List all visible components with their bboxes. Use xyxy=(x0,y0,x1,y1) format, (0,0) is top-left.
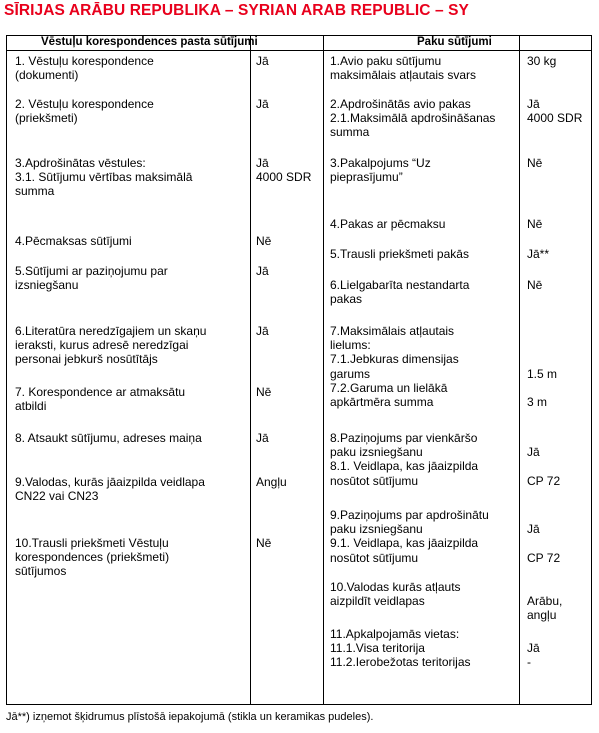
right-row-6-value xyxy=(527,278,542,292)
label-line: pakas xyxy=(330,292,363,307)
label-line: aizpildīt veidlapas xyxy=(330,594,425,609)
left-column-header: Vēstuļu korespondences pasta sūtījumi xyxy=(41,36,258,48)
value-line: Nē xyxy=(527,278,543,292)
value-line: Jā xyxy=(527,97,540,111)
left-row-4-value xyxy=(256,234,271,248)
value-line xyxy=(527,508,560,522)
left-row-6-value xyxy=(256,324,269,338)
value-line: 1.5 m xyxy=(527,366,558,381)
label-line: 10.Valodas kurās atļauts xyxy=(330,580,461,594)
value-line xyxy=(527,381,557,395)
label-line: apkārtmēra summa xyxy=(330,395,434,410)
page-title: SĪRIJAS ARĀBU REPUBLIKA – SYRIAN ARAB REPUBLIC – SY xyxy=(4,2,469,19)
right-row-8-value xyxy=(527,431,560,488)
left-row-3-value xyxy=(256,156,311,184)
left-row-5-value xyxy=(256,264,269,278)
right-row-5-value xyxy=(527,247,549,261)
label-line: 3.1. Sūtījumu vērtības maksimālā xyxy=(15,170,193,185)
right-row-7-value xyxy=(527,324,557,409)
left-row-10-label xyxy=(15,536,169,579)
left-row-10-value xyxy=(256,536,271,550)
value-line: Nē xyxy=(527,217,543,231)
right-row-1-value xyxy=(527,54,556,68)
right-row-10-label xyxy=(330,580,461,608)
label-line: 11.1.Visa teritorija xyxy=(330,641,425,656)
left-row-4-label xyxy=(15,234,132,248)
left-row-9-label xyxy=(15,475,205,503)
value-line: Jā xyxy=(256,431,269,445)
value-line xyxy=(527,580,562,594)
right-row-1-label xyxy=(330,54,476,82)
label-line: 1. Vēstuļu korespondence xyxy=(15,54,154,68)
left-row-2-label xyxy=(15,97,154,125)
value-line: CP 72 xyxy=(527,550,561,565)
value-line: Jā xyxy=(256,156,269,170)
right-row-3-value xyxy=(527,156,542,170)
label-line: 11.2.Ierobežotas teritorijas xyxy=(330,655,471,670)
left-row-8-label xyxy=(15,431,202,445)
right-row-9-value xyxy=(527,508,560,565)
regulations-table xyxy=(6,35,592,705)
value-line: 4000 SDR xyxy=(527,111,583,126)
left-row-5-label xyxy=(15,264,168,292)
value-line: Nē xyxy=(256,536,272,550)
right-row-5-label xyxy=(330,247,469,261)
label-line: lielums: xyxy=(330,338,371,353)
label-line: 6.Lielgabarīta nestandarta xyxy=(330,278,470,292)
label-line: 2.1.Maksimālā apdrošināšanas xyxy=(330,111,496,126)
label-line: 5.Trausli priekšmeti pakās xyxy=(330,247,469,261)
value-line: Jā xyxy=(256,264,269,278)
left-row-8-value xyxy=(256,431,269,445)
label-line: 3.Pakalpojums “Uz xyxy=(330,156,431,170)
label-line: nosūtot sūtījumu xyxy=(330,550,419,565)
left-row-1-value xyxy=(256,54,269,68)
label-line: summa xyxy=(15,184,55,199)
left-row-9-value xyxy=(256,475,287,489)
label-line: (dokumenti) xyxy=(15,68,79,83)
left-row-1-label xyxy=(15,54,154,82)
value-line: Nē xyxy=(527,156,543,170)
label-line: sūtījumos xyxy=(15,564,67,579)
label-line: 4.Pēcmaksas sūtījumi xyxy=(15,234,132,248)
value-line xyxy=(527,459,560,473)
value-line: Jā xyxy=(527,522,540,537)
label-line: 4.Pakas ar pēcmaksu xyxy=(330,217,446,231)
value-line: Nē xyxy=(256,385,272,399)
label-line: 8.Paziņojums par vienkāršo xyxy=(330,431,478,445)
right-row-7-label xyxy=(330,324,459,409)
header-divider xyxy=(7,50,591,51)
left-row-6-label xyxy=(15,324,206,367)
value-line xyxy=(527,431,560,445)
value-line xyxy=(527,627,540,641)
left-row-2-value xyxy=(256,97,269,111)
label-line: 6.Literatūra neredzīgajiem un skaņu xyxy=(15,324,207,338)
label-line: 9.1. Veidlapa, kas jāaizpilda xyxy=(330,536,479,551)
label-line: 7.1.Jebkuras dimensijas xyxy=(330,352,459,367)
value-line xyxy=(527,338,557,352)
label-line: pieprasījumu” xyxy=(330,170,403,185)
label-line: 11.Apkalpojamās vietas: xyxy=(330,627,460,641)
label-line: 2. Vēstuļu korespondence xyxy=(15,97,154,111)
label-line: 7.Maksimālais atļautais xyxy=(330,324,455,338)
label-line: atbildi xyxy=(15,399,47,414)
label-line: 10.Trausli priekšmeti Vēstuļu xyxy=(15,536,169,550)
right-row-8-label xyxy=(330,431,478,488)
right-row-9-label xyxy=(330,508,489,565)
value-line xyxy=(527,324,557,338)
label-line: 8.1. Veidlapa, kas jāaizpilda xyxy=(330,459,479,474)
right-row-11-label xyxy=(330,627,471,670)
right-row-4-value xyxy=(527,217,542,231)
value-line: Jā xyxy=(256,97,269,111)
label-line: paku izsniegšanu xyxy=(330,445,423,460)
label-line: (priekšmeti) xyxy=(15,111,78,126)
label-line: CN22 vai CN23 xyxy=(15,489,99,504)
label-line: 7. Korespondence ar atmaksātu xyxy=(15,385,186,399)
value-line: 3 m xyxy=(527,395,548,410)
label-line: 9.Valodas, kurās jāaizpilda veidlapa xyxy=(15,475,205,489)
label-line: paku izsniegšanu xyxy=(330,522,423,537)
label-line: 1.Avio paku sūtījumu xyxy=(330,54,442,68)
value-line: - xyxy=(527,655,531,670)
value-line: Angļu xyxy=(256,475,287,489)
label-line: summa xyxy=(330,125,370,140)
label-line: korespondences (priekšmeti) xyxy=(15,550,170,565)
label-line: personai jebkurš nosūtītājs xyxy=(15,352,158,367)
label-line: nosūtot sūtījumu xyxy=(330,473,419,488)
left-row-7-value xyxy=(256,385,271,399)
value-line: Jā xyxy=(256,324,269,338)
label-line: 2.Apdrošinātās avio pakas xyxy=(330,97,471,111)
left-row-7-label xyxy=(15,385,185,413)
right-row-2-value xyxy=(527,97,582,125)
left-row-3-label xyxy=(15,156,192,199)
label-line: 3.Apdrošinātas vēstules: xyxy=(15,156,146,170)
value-line: Nē xyxy=(256,234,272,248)
column-divider xyxy=(519,36,520,704)
right-row-4-label xyxy=(330,217,445,231)
center-divider xyxy=(323,36,324,704)
value-line: Jā** xyxy=(527,247,550,261)
value-line: Arābu, xyxy=(527,594,563,609)
label-line: ieraksti, kurus adresē neredzīgai xyxy=(15,338,189,353)
right-column-header: Paku sūtījumi xyxy=(417,36,492,48)
label-line: 7.2.Garuma un lielākā xyxy=(330,380,448,395)
right-row-2-label xyxy=(330,97,495,140)
right-row-6-label xyxy=(330,278,469,306)
value-line: angļu xyxy=(527,608,557,623)
label-line: 8. Atsaukt sūtījumu, adreses maiņa xyxy=(15,431,202,445)
right-row-3-label xyxy=(330,156,431,184)
value-line: Jā xyxy=(527,641,540,656)
right-row-10-value xyxy=(527,580,562,623)
value-line: 4000 SDR xyxy=(256,170,312,185)
footnote: Jā**) izņemot šķidrumus plīstošā iepakojumā (stikla un keramikas pudeles). xyxy=(6,711,374,723)
value-line: Jā xyxy=(256,54,269,68)
label-line: 9.Paziņojums par apdrošinātu xyxy=(330,508,489,522)
label-line: garums xyxy=(330,366,371,381)
value-line: 30 kg xyxy=(527,54,557,68)
label-line: maksimālais atļautais svars xyxy=(330,68,477,83)
label-line: izsniegšanu xyxy=(15,278,79,293)
column-divider xyxy=(250,36,251,704)
right-row-11-value xyxy=(527,627,540,670)
value-line xyxy=(527,352,557,366)
label-line: 5.Sūtījumi ar paziņojumu par xyxy=(15,264,168,278)
value-line: Jā xyxy=(527,445,540,460)
value-line: CP 72 xyxy=(527,473,561,488)
value-line xyxy=(527,536,560,550)
